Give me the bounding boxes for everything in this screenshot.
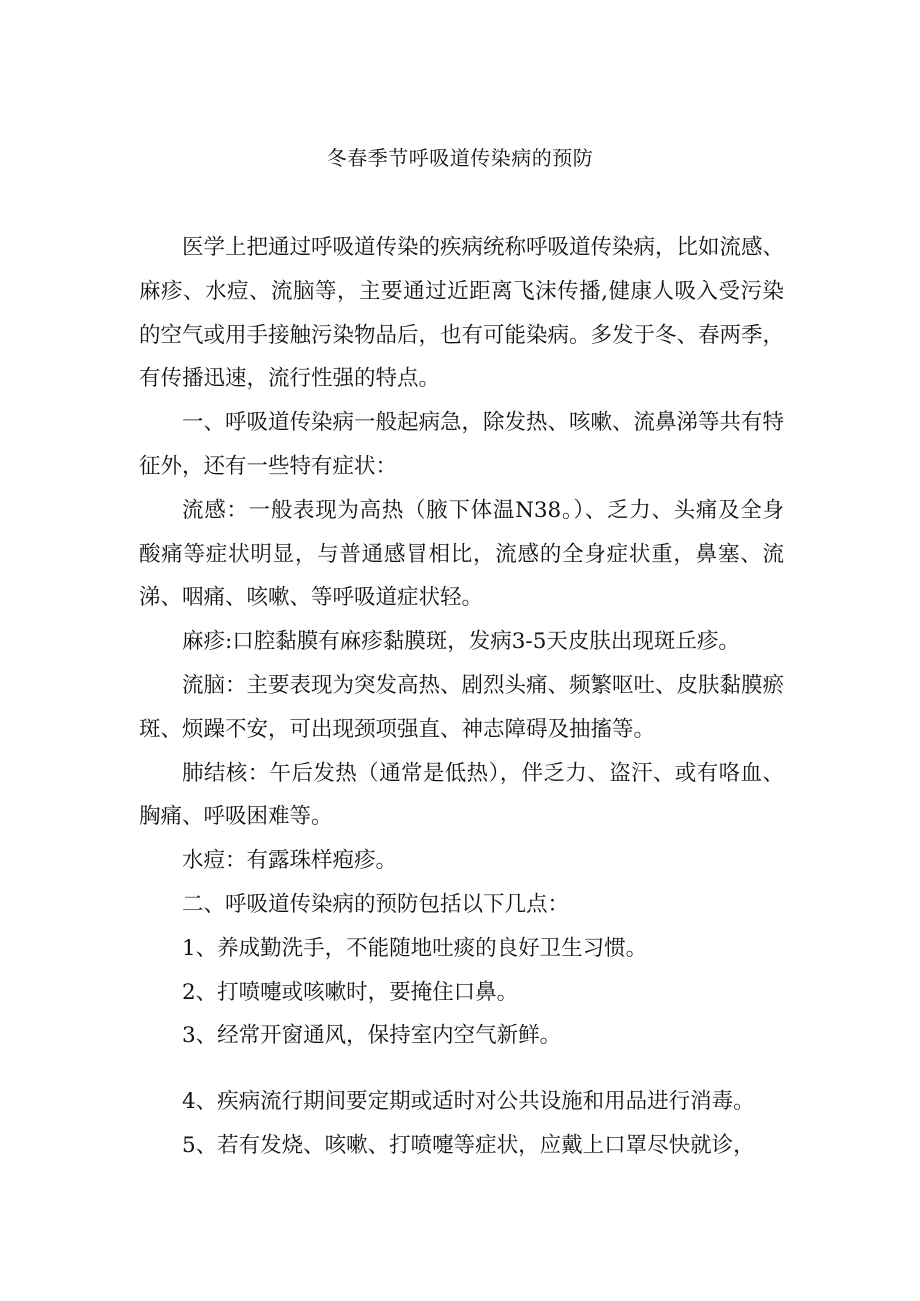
paragraph-intro: 医学上把通过呼吸道传染的疾病统称呼吸道传染病，比如流感、麻疹、水痘、流脑等，主要通过近距离飞沫传播,健康人吸入受污染的空气或用手接触污染物品后，也有可能染病。多发于冬、春两季，有传播迅速，流行性强的特点。	[139, 235, 785, 392]
paragraph-influenza: 流感：一般表现为高热（腋下体温N38。）、乏力、头痛及全身酸痛等症状明显，与普通感冒相比，流感的全身症状重，鼻塞、流涕、咽痛、咳嗽、等呼吸道症状轻。	[139, 497, 784, 611]
document-title: 冬春季节呼吸道传染病的预防	[326, 146, 594, 170]
list-item-cover-mouth: 2、打喷嚏或咳嗽时，要掩住口鼻。	[182, 979, 519, 1005]
list-item-hand-washing: 1、养成勤洗手，不能随地吐痰的良好卫生习惯。	[182, 935, 648, 961]
list-item-ventilation: 3、经常开窗通风，保持室内空气新鲜。	[182, 1023, 562, 1049]
paragraph-section-two: 二、呼吸道传染病的预防包括以下几点：	[182, 891, 570, 917]
paragraph-chickenpox: 水痘：有露珠样疱疹。	[182, 848, 398, 874]
list-item-disinfection: 4、疾病流行期间要定期或适时对公共设施和用品进行消毒。	[182, 1089, 755, 1115]
paragraph-meningitis: 流脑：主要表现为突发高热、剧烈头痛、频繁呕吐、皮肤黏膜瘀斑、烦躁不安，可出现颈项强直、神志障碍及抽搐等。	[139, 672, 785, 742]
list-item-seek-treatment: 5、若有发烧、咳嗽、打喷嚏等症状，应戴上口罩尽快就诊，	[182, 1132, 755, 1158]
document-body	[139, 226, 784, 1168]
paragraph-measles: 麻疹:口腔黏膜有麻疹黏膜斑，发病3-5天皮肤出现斑丘疹。	[182, 629, 740, 655]
paragraph-section-one: 一、呼吸道传染病一般起病急，除发热、咳嗽、流鼻涕等共有特征外，还有一些特有症状：	[139, 410, 785, 479]
paragraph-tuberculosis: 肺结核：午后发热（通常是低热），伴乏力、盗汗、或有咯血、胸痛、呼吸困难等。	[139, 760, 784, 830]
